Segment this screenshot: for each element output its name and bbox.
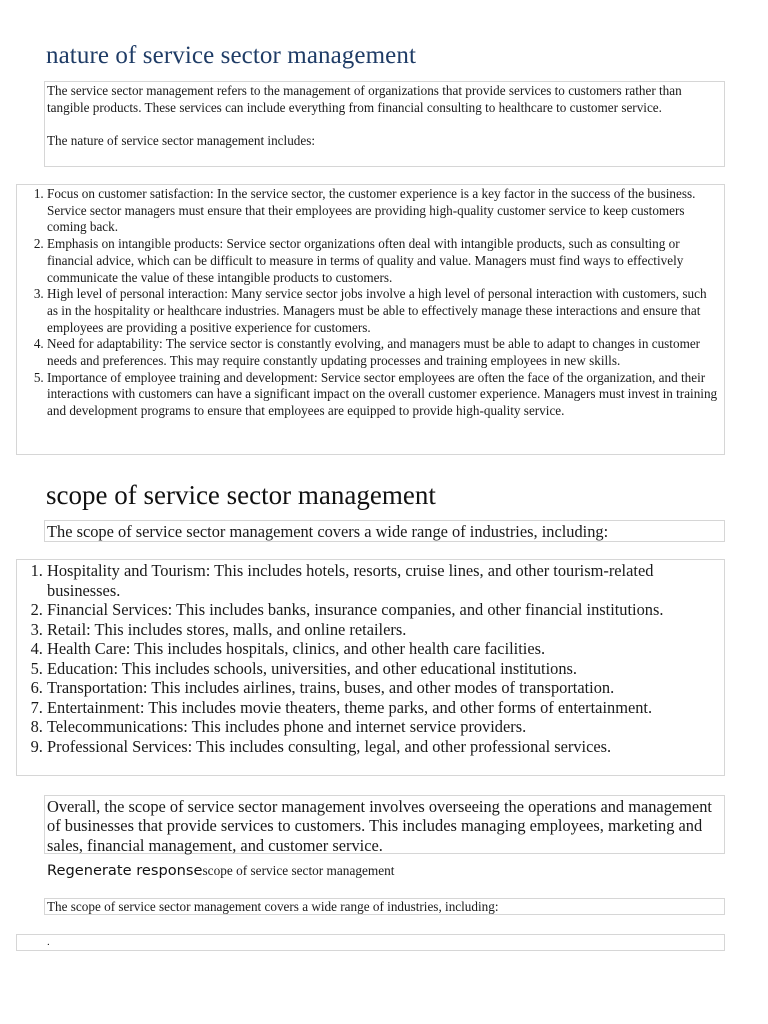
list-item: 3. Retail: This includes stores, malls, and online retailers.: [47, 620, 720, 640]
list-item: 1. Hospitality and Tourism: This includes hotels, resorts, cruise lines, and other tourism-related businesses.: [47, 561, 720, 600]
repeat-intro-block: The scope of service sector management covers a wide range of industries, including:: [44, 898, 725, 915]
list-item: 4. Health Care: This includes hospitals, clinics, and other health care facilities.: [47, 639, 720, 659]
scope-overall-paragraph: Overall, the scope of service sector management involves overseeing the operations and management of businesses that provide services to customers. This includes managing employees, marketing and sales, financial management, and customer service.: [44, 795, 725, 854]
list-item: 9. Professional Services: This includes consulting, legal, and other professional services.: [47, 737, 720, 757]
scope-list: [17, 561, 720, 756]
section-title-nature: nature of service sector management: [46, 42, 416, 69]
list-item: 1. Focus on customer satisfaction: In the service sector, the customer experience is a key factor in the success of the business. Service sector managers must ensure that their employees are providing high-quality customer service to keep customers coming back.: [47, 186, 720, 236]
list-item: 5. Importance of employee training and development: Service sector employees are often the face of the organization, and their interactions with customers can have a significant impact on the overall customer experience. Managers must invest in training and development programs to ensure that employees are equipped to provide high-quality service.: [47, 370, 720, 420]
regenerate-response-button[interactable]: Regenerate response: [47, 862, 203, 879]
list-item: 7. Entertainment: This includes movie theaters, theme parks, and other forms of entertainment.: [47, 698, 720, 718]
regenerate-row: [47, 861, 394, 881]
list-item: 8. Telecommunications: This includes phone and internet service providers.: [47, 717, 720, 737]
empty-list-block: .: [16, 934, 725, 951]
trailing-title: scope of service sector management: [202, 863, 395, 878]
nature-list-block: [16, 184, 725, 455]
nature-intro-block: [44, 81, 725, 167]
list-item: 3. High level of personal interaction: Many service sector jobs involve a high level of personal interaction with customers, such as in the hospitality or healthcare industries. Managers must be able to effectively manage these interactions and ensure that employees are providing a positive experience for customers.: [47, 286, 720, 336]
section-title-scope: scope of service sector management: [46, 480, 436, 510]
nature-intro-paragraph: The service sector management refers to the management of organizations that provide services to customers rather than tangible products. These services can include everything from financial consulting to healthcare to customer service.: [47, 83, 682, 115]
scope-list-block: [16, 559, 725, 776]
scope-intro-block: The scope of service sector management covers a wide range of industries, including:: [44, 520, 725, 542]
list-item: 6. Transportation: This includes airlines, trains, buses, and other modes of transportation.: [47, 678, 720, 698]
nature-includes-paragraph: The nature of service sector management includes:: [47, 133, 316, 149]
list-item: 5. Education: This includes schools, universities, and other educational institutions.: [47, 659, 720, 679]
list-item: 4. Need for adaptability: The service sector is constantly evolving, and managers must be able to adapt to changes in customer needs and preferences. This may require constantly updating processes and training employees in new skills.: [47, 336, 720, 369]
list-item: 2. Emphasis on intangible products: Service sector organizations often deal with intangible products, such as consulting or financial advice, which can be difficult to measure in terms of quality and value. Managers must find ways to effectively communicate the value of these intangible products to customers.: [47, 236, 720, 286]
list-item: 2. Financial Services: This includes banks, insurance companies, and other financial institutions.: [47, 600, 720, 620]
nature-list: [17, 186, 720, 420]
